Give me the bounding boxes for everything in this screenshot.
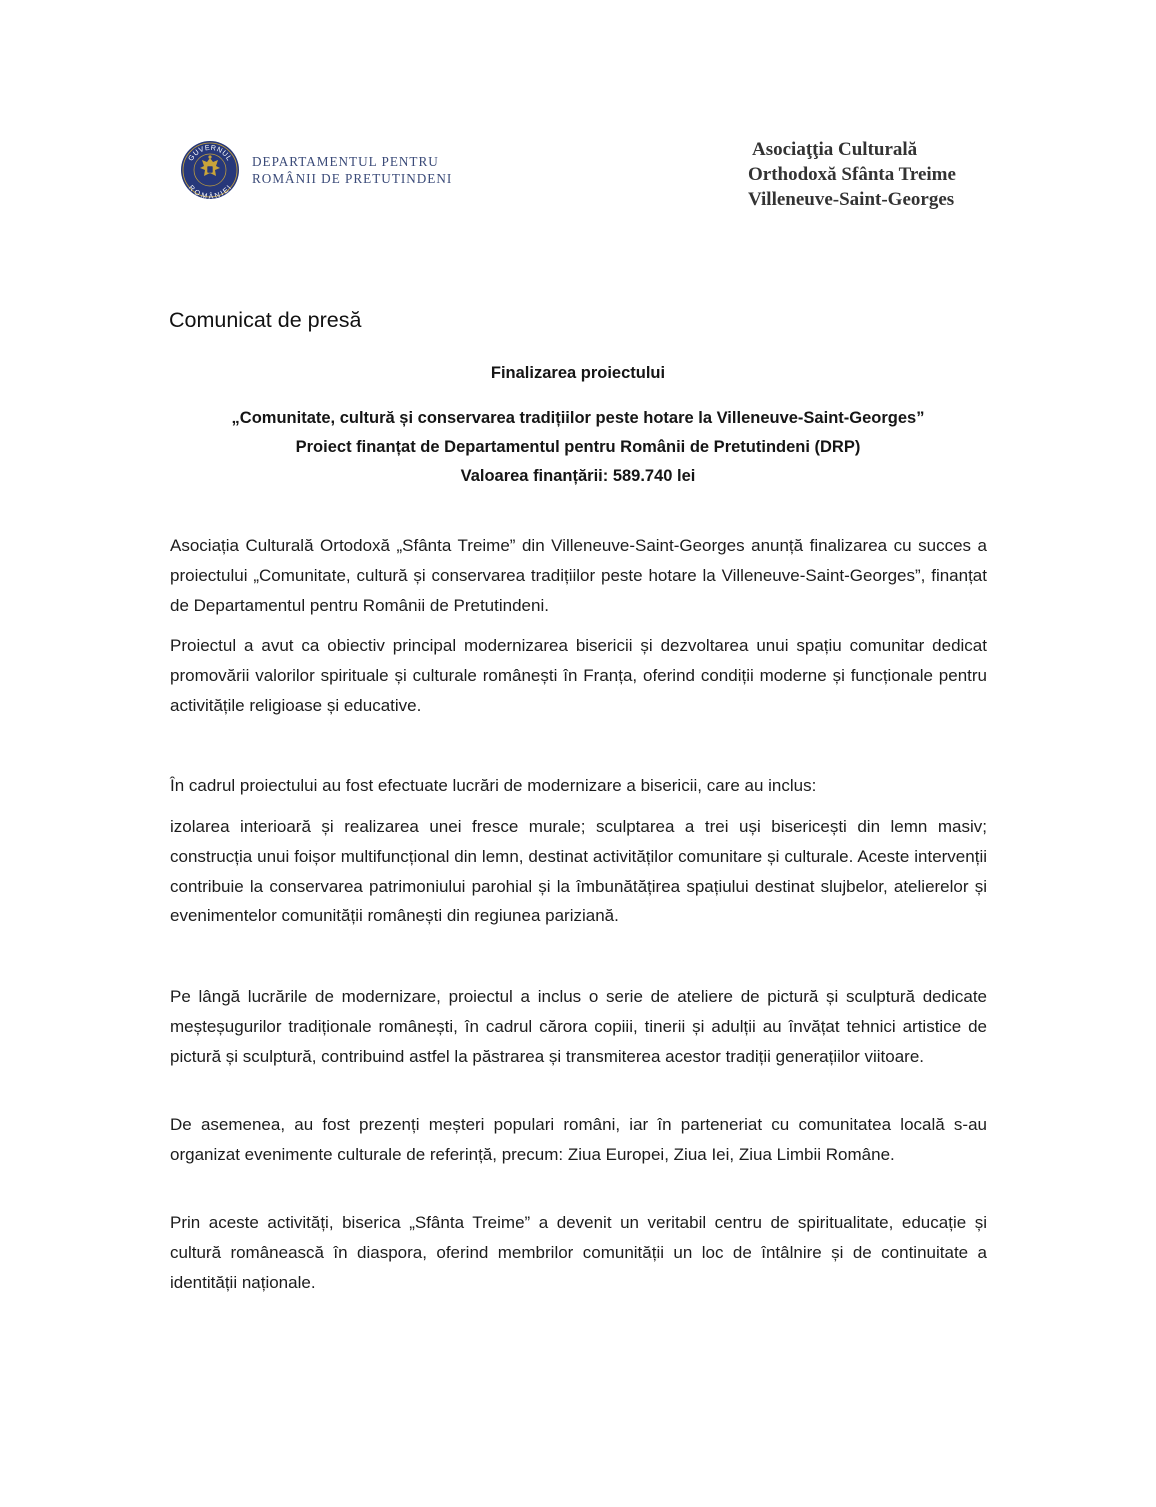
- seal-text-bottom: ROMÂNIEI: [186, 183, 234, 200]
- logo-text: [252, 153, 452, 187]
- romanian-government-seal-icon: [180, 140, 240, 200]
- paragraph-objective: Proiectul a avut ca obiectiv principal modernizarea bisericii și dezvoltarea unui spațiu comunitar dedicat promovării valorilor spirituale și culturale românești în Franța, oferind condiții moderne și funcționale pentru activitățile religioase și educative.: [170, 636, 987, 715]
- funding-line: Proiect finanțat de Departamentul pentru Românii de Pretutindeni (DRP): [295, 438, 861, 456]
- paragraph-intro: Asociația Culturală Ortodoxă „Sfânta Treime” din Villeneuve-Saint-Georges anunță finalizarea cu succes a proiectului „Comunitate, cultură și conservarea tradițiilor peste hotare la Villeneuve-Saint-Georges”, finanțat de Departamentul pentru Românii de Pretutindeni.: [170, 536, 987, 615]
- paragraph-conclusion: Prin aceste activități, biserica „Sfânta Treime” a devenit un veritabil centru de spiritualitate, educație și cultură românească în diaspora, oferind membrilor comunității un loc de întâlnire și de continuitate a identității naționale.: [170, 1213, 987, 1292]
- association-name: [748, 137, 956, 212]
- paragraph-works-intro: În cadrul proiectului au fost efectuate lucrări de modernizare a bisericii, care au inclus:: [170, 776, 817, 795]
- association-line-2: Orthodoxă Sfânta Treime: [748, 164, 956, 185]
- seal-text-top: GUVERNUL: [185, 142, 235, 163]
- logo-line-1: DEPARTAMENTUL PENTRU: [252, 154, 439, 169]
- paragraph-works-list: izolarea interioară și realizarea unei fresce murale; sculptarea a trei uși bisericești din lemn masiv; construcția unui foișor multifuncțional din lemn, destinat activităților comunitare și culturale. Aceste intervenții contribuie la conservarea patrimoniului parohial și la îmbunătățirea spațiului destinat slujbelor, atelierelor și evenimentelor comunității românești din regiunea pariziană.: [170, 817, 987, 926]
- association-line-3: Villeneuve-Saint-Georges: [748, 189, 955, 210]
- drp-logo: [180, 140, 452, 200]
- association-line-1: Asociaţţia Culturală: [752, 139, 918, 160]
- project-name: „Comunitate, cultură și conservarea tradițiilor peste hotare la Villeneuve-Saint-Georges”: [231, 409, 925, 427]
- project-info: [0, 404, 1156, 491]
- paragraph-workshops: Pe lângă lucrările de modernizare, proiectul a inclus o serie de ateliere de pictură și sculptură dedicate meșteșugurilor tradiționale românești, în cadrul cărora copiii, tinerii și adulții au învățat tehnici artistice de pictură și sculptură, contribuind astfel la păstrarea și transmiterea acestor tradiții generațiilor viitoare.: [170, 987, 987, 1066]
- subhead-heading: Finalizarea proiectului: [490, 364, 666, 382]
- page-title: Comunicat de presă: [169, 308, 362, 332]
- funding-value: Valoarea finanțării: 589.740 lei: [460, 467, 696, 485]
- logo-line-2: ROMÂNII DE PRETUTINDENI: [252, 171, 453, 186]
- paragraph-events: De asemenea, au fost prezenți meșteri populari români, iar în parteneriat cu comunitatea locală s-au organizat evenimente culturale de referință, precum: Ziua Europei, Ziua Iei, Ziua Limbii Române.: [170, 1115, 987, 1164]
